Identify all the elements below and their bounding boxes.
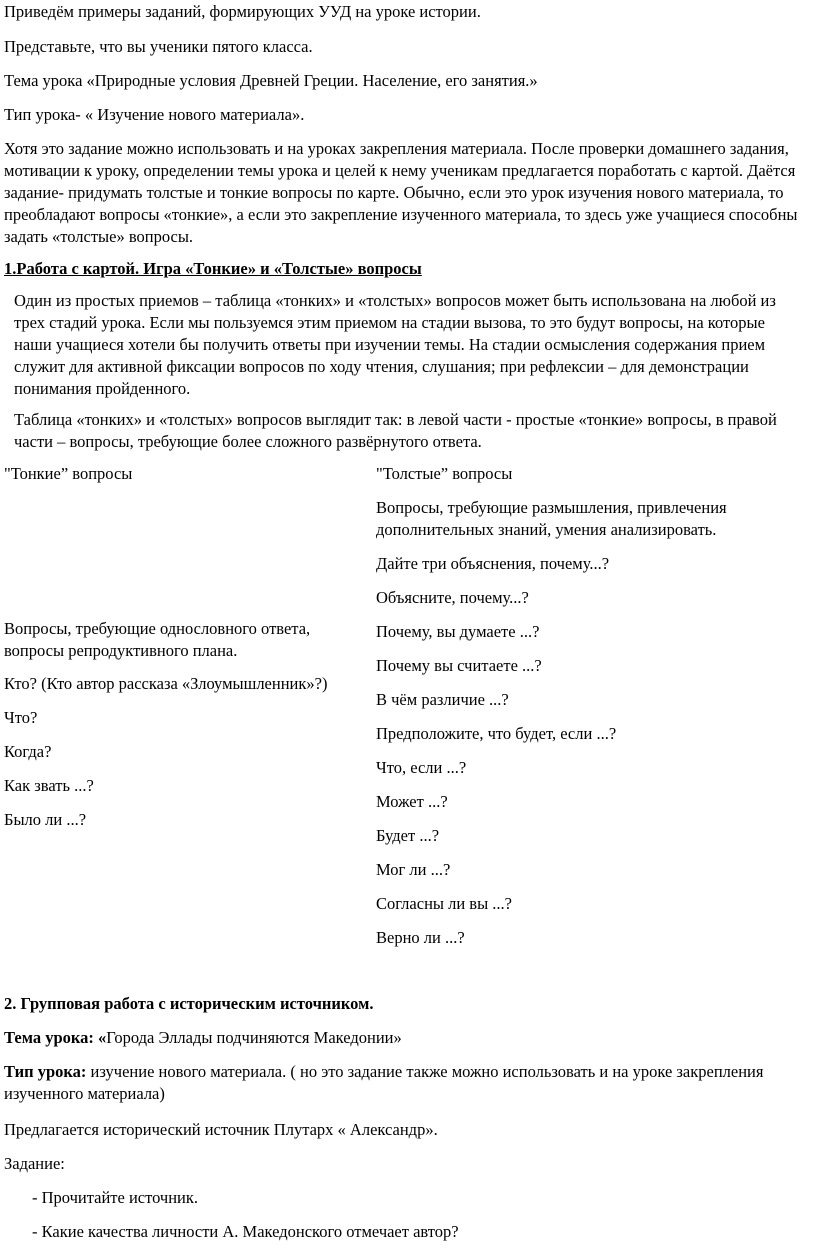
thick-question: Дайте три объяснения, почему...? — [376, 554, 610, 573]
thick-question: Предположите, что будет, если ...? — [376, 724, 617, 743]
type-value: изучение нового материала. ( но это задание также можно использовать и на уроке закрепления изученного материала) — [4, 1062, 764, 1103]
section1-heading: 1.Работа с картой. Игра «Тонкие» и «Толстые» вопросы — [4, 259, 422, 278]
thin-question: Как звать ...? — [4, 776, 94, 795]
thick-questions-description: Вопросы, требующие размышления, привлечения дополнительных знаний, умения анализировать. — [376, 498, 727, 539]
thick-questions-header: "Толстые” вопросы — [376, 464, 513, 483]
thick-question: Объясните, почему...? — [376, 588, 529, 607]
section2-source: Предлагается исторический источник Плутарх « Александр». — [4, 1120, 438, 1139]
type-label: Тип урока: — [4, 1062, 87, 1081]
thick-question: Будет ...? — [376, 826, 440, 845]
thin-question: Что? — [4, 708, 38, 727]
thin-question: Было ли ...? — [4, 810, 87, 829]
thin-question: Кто? (Кто автор рассказа «Злоумышленник»?) — [4, 674, 328, 693]
intro-paragraph: Хотя это задание можно использовать и на уроках закрепления материала. После проверки домашнего задания, мотивации к уроку, определении темы урока и целей к нему ученикам предлагается поработать с картой. Даётся задание- придумать толстые и тонкие вопросы по карте. Обычно, если это урок изучения нового материала, то преобладают вопросы «тонкие», а если это закрепление изученного материала, то здесь уже учащиеся способны задать «толстые» вопросы. — [4, 139, 798, 246]
lesson-type: Тип урока- « Изучение нового материала». — [4, 105, 305, 124]
intro-line: Приведём примеры заданий, формирующих УУД на уроке истории. — [4, 2, 481, 21]
thick-question: Может ...? — [376, 792, 448, 811]
section1-paragraph: Один из простых приемов – таблица «тонких» и «толстых» вопросов может быть использована на любой из трех стадий урока. Если мы пользуемся этим приемом на стадии вызова, то это будут вопросы, на которые наши учащиеся хотели бы получить ответы при изучении темы. На стадии осмысления содержания прием служит для активной фиксации вопросов по ходу чтения, слушания; при рефлексии – для демонстрации понимания пройденного. — [14, 291, 776, 398]
thin-questions-header: "Тонкие” вопросы — [4, 464, 133, 483]
thick-question: Почему, вы думаете ...? — [376, 622, 540, 641]
thin-questions-description: Вопросы, требующие однословного ответа, вопросы репродуктивного плана. — [4, 619, 311, 660]
thick-question: Что, если ...? — [376, 758, 467, 777]
task-label: Задание: — [4, 1154, 65, 1173]
thick-question: Согласны ли вы ...? — [376, 894, 512, 913]
section1-paragraph: Таблица «тонких» и «толстых» вопросов выглядит так: в левой части - простые «тонкие» вопросы, в правой части – вопросы, требующие более сложного развёрнутого ответа. — [14, 410, 777, 451]
task-item: - Прочитайте источник. — [32, 1188, 199, 1207]
intro-line: Представьте, что вы ученики пятого класса. — [4, 37, 313, 56]
thick-question: Мог ли ...? — [376, 860, 451, 879]
thick-question: Почему вы считаете ...? — [376, 656, 542, 675]
lesson-topic: Тема урока «Природные условия Древней Греции. Население, его занятия.» — [4, 71, 538, 90]
section2-heading: 2. Групповая работа с историческим источником. — [4, 994, 374, 1013]
topic-value: Города Эллады подчиняются Македонии» — [106, 1028, 402, 1047]
thick-question: Верно ли ...? — [376, 928, 465, 947]
thick-question: В чём различие ...? — [376, 690, 509, 709]
section2-topic — [4, 1027, 802, 1049]
topic-label: Тема урока: « — [4, 1028, 107, 1047]
section2-type — [4, 1061, 802, 1105]
task-item: - Какие качества личности А. Македонского отмечает автор? — [32, 1222, 459, 1241]
thin-question: Когда? — [4, 742, 52, 761]
